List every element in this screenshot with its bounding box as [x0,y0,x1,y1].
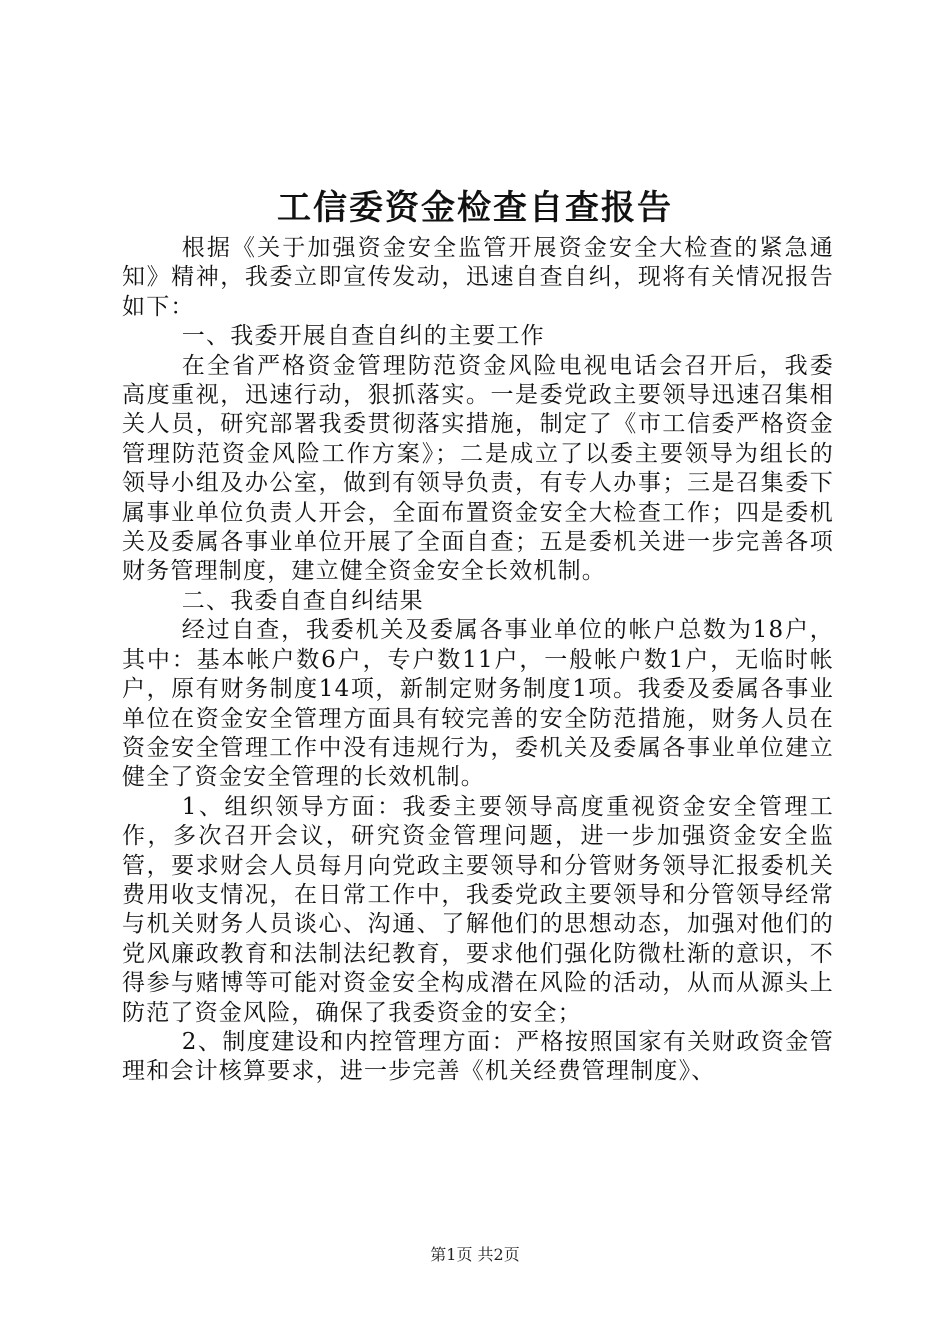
page-footer: 第1页 共2页 [430,1245,520,1264]
section-heading-2: 二、我委自查自纠结果 [181,587,424,614]
paragraph-results: 经过自查，我委机关及委属各事业单位的帐户总数为18户，其中：基本帐户数6户，专户数11户，一般帐户数1户，无临时帐户，原有财务制度14项，新制定财务制度1项。我委及委属各事业单位在资金安全管理方面具有较完善的安全防范措施，财务人员在资金安全管理工作中没有违规行为，委机关及委属各事业单位建立健全了资金安全管理的长效机制。 [122,617,834,791]
paragraph-intro: 根据《关于加强资金安全监管开展资金安全大检查的紧急通知》精神，我委立即宣传发动，迅速自查自纠，现将有关情况报告如下： [122,235,834,320]
document-title: 工信委资金检查自查报告 [277,188,673,228]
document-body [122,234,834,1087]
paragraph-system-building: 2、制度建设和内控管理方面：严格按照国家有关财政资金管理和会计核算要求，进一步完善《机关经费管理制度》、 [122,1028,834,1085]
paragraph-main-work: 在全省严格资金管理防范资金风险电视电话会召开后，我委高度重视，迅速行动，狠抓落实。一是委党政主要领导迅速召集相关人员，研究部署我委贯彻落实措施，制定了《市工信委严格资金管理防范资金风险工作方案》；二是成立了以委主要领导为组长的领导小组及办公室，做到有领导负责，有专人办事；三是召集委下属事业单位负责人开会，全面布置资金安全大检查工作；四是委机关及委属各事业单位开展了全面自查；五是委机关进一步完善各项财务管理制度，建立健全资金安全长效机制。 [122,352,834,585]
section-heading-1: 一、我委开展自查自纠的主要工作 [181,323,545,350]
paragraph-organization: 1、组织领导方面：我委主要领导高度重视资金安全管理工作，多次召开会议，研究资金管理问题，进一步加强资金安全监管，要求财会人员每月向党政主要领导和分管财务领导汇报委机关费用收支情况，在日常工作中，我委党政主要领导和分管领导经常与机关财务人员谈心、沟通、了解他们的思想动态，加强对他们的党风廉政教育和法制法纪教育，要求他们强化防微杜渐的意识，不得参与赌博等可能对资金安全构成潜在风险的活动，从而从源头上防范了资金风险，确保了我委资金的安全； [122,793,834,1026]
